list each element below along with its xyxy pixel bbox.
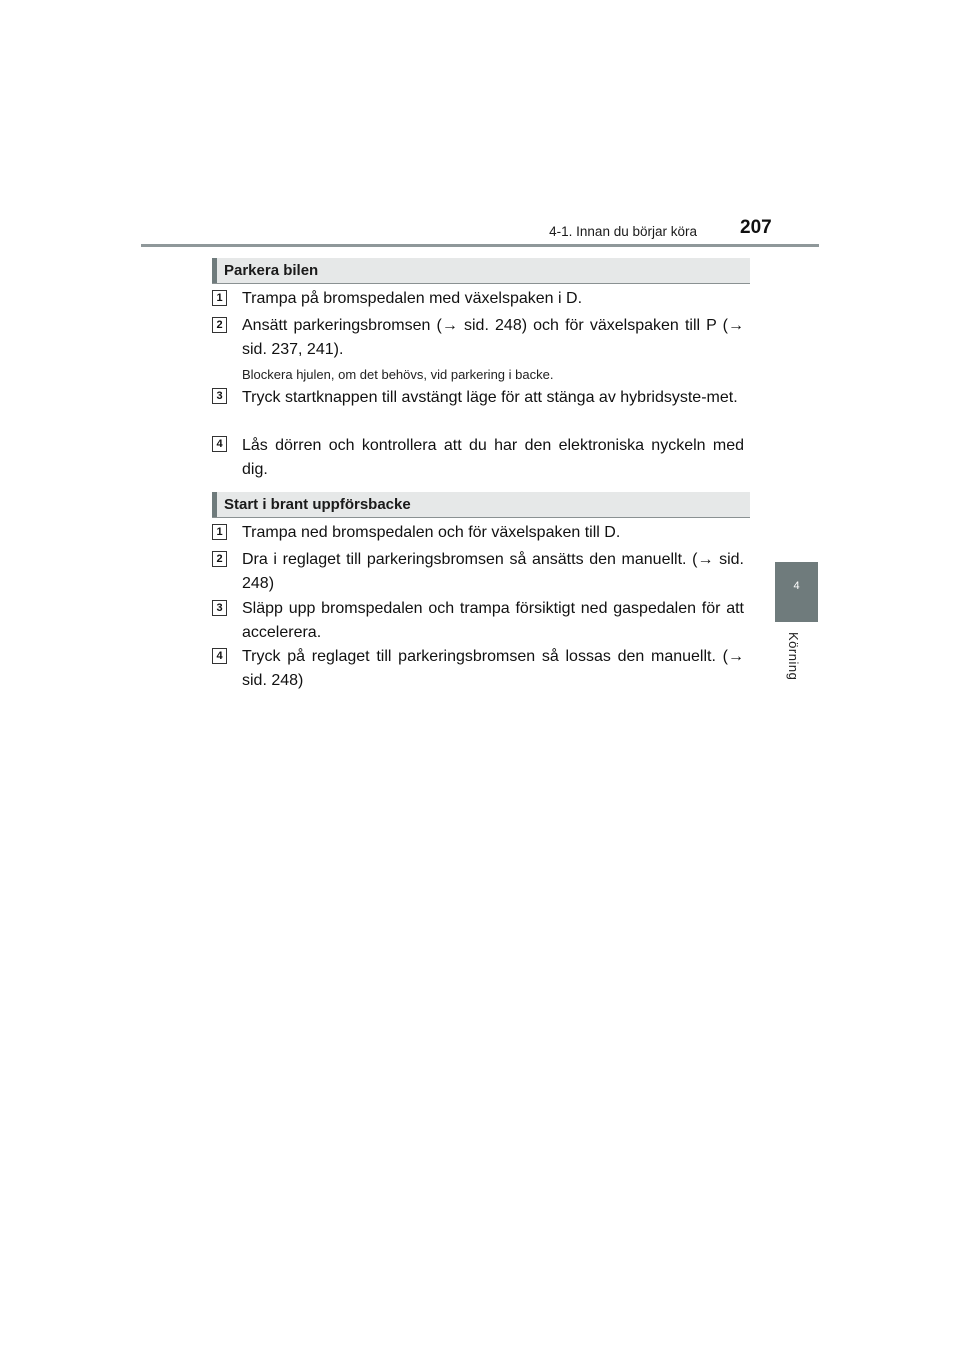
- step-text: Dra i reglaget till parkeringsbromsen så ansätts den manuellt. (→ sid. 248): [242, 551, 744, 592]
- section-heading-parking: [212, 258, 750, 284]
- section-heading-hill-start: [212, 492, 750, 518]
- section-title: 4-1. Innan du börjar köra: [549, 224, 697, 239]
- step-number: 2: [212, 551, 227, 567]
- step-number: 3: [212, 388, 227, 404]
- step-number: 3: [212, 600, 227, 616]
- chapter-tab: [775, 562, 818, 622]
- page-number: 207: [740, 217, 772, 238]
- header-divider: [141, 244, 819, 247]
- note-text: Blockera hjulen, om det behövs, vid parkering i backe.: [242, 367, 554, 382]
- step-number: 1: [212, 290, 227, 306]
- step-text: Ansätt parkeringsbromsen (→ sid. 248) och för växelspaken till P (→ sid. 237, 241).: [242, 317, 744, 358]
- step-number: 4: [212, 436, 227, 452]
- step-text: Släpp upp bromspedalen och trampa försiktigt ned gaspedalen för att accelerera.: [242, 600, 744, 641]
- chapter-label: Körning: [786, 632, 801, 681]
- step-number: 1: [212, 524, 227, 540]
- step-text: Tryck på reglaget till parkeringsbromsen så lossas den manuellt. (→ sid. 248): [242, 648, 744, 689]
- step-number: 4: [212, 648, 227, 664]
- step-text: Trampa på bromspedalen med växelspaken i D.: [242, 290, 583, 307]
- step-text: Tryck startknappen till avstängt läge för att stänga av hybridsyste-met.: [242, 389, 738, 406]
- section-heading-text: Parkera bilen: [224, 262, 319, 279]
- step-number: 2: [212, 317, 227, 333]
- section-heading-text: Start i brant uppförsbacke: [224, 496, 411, 513]
- step-text: Lås dörren och kontrollera att du har den elektroniska nyckeln med dig.: [242, 437, 744, 478]
- step-text: Trampa ned bromspedalen och för växelspaken till D.: [242, 524, 621, 541]
- chapter-number: 4: [793, 580, 800, 592]
